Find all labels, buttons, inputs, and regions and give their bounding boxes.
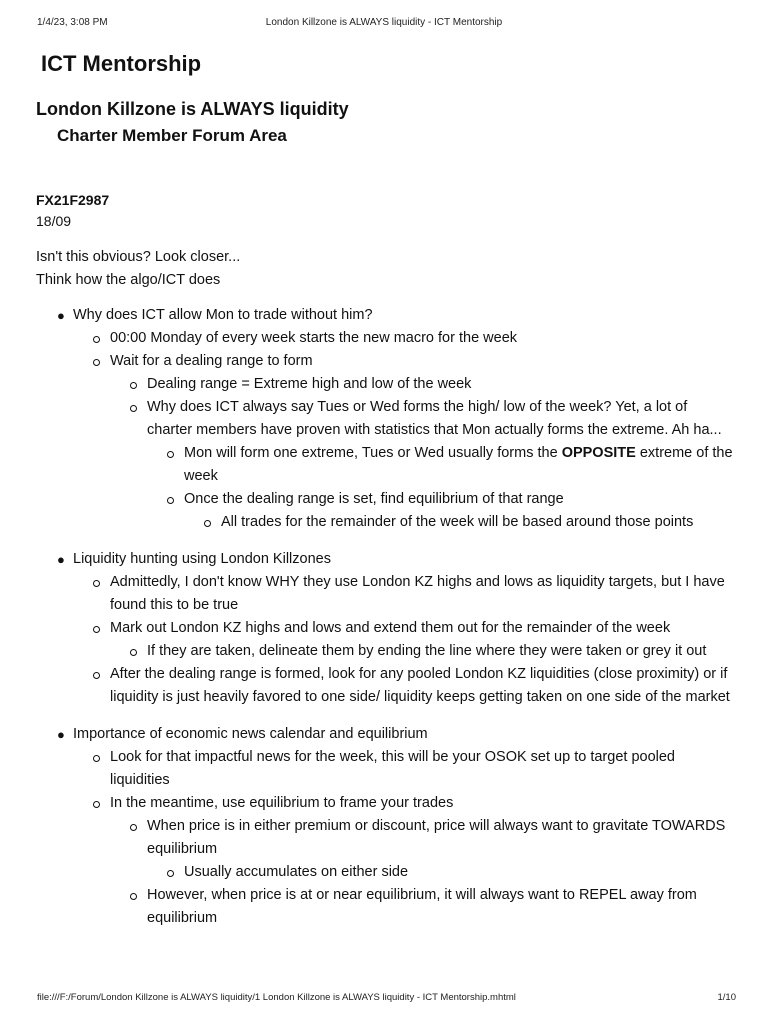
print-header bbox=[0, 17, 768, 31]
circle-bullet-icon bbox=[93, 626, 100, 633]
list-item bbox=[73, 663, 736, 709]
forum-name[interactable]: Charter Member Forum Area bbox=[57, 126, 287, 145]
post-body bbox=[36, 304, 736, 930]
print-page-title: London Killzone is ALWAYS liquidity - ICT Mentorship bbox=[265, 17, 503, 28]
list-item-text: Wait for a dealing range to form bbox=[110, 353, 313, 369]
list-item-text: After the dealing range is formed, look for any pooled London KZ liquidities (close proximity) or if liquidity is just heavily favored to one side/ liquidity keeps getting taken on one side of the market bbox=[110, 666, 730, 705]
circle-bullet-icon bbox=[93, 580, 100, 587]
list-item bbox=[110, 396, 736, 534]
list-item-text: When price is in either premium or discount, price will always want to gravitate TOWARDS equilibrium bbox=[147, 818, 726, 857]
page-number: 1/10 bbox=[717, 992, 736, 1003]
circle-bullet-icon bbox=[130, 382, 137, 389]
circle-bullet-icon bbox=[93, 801, 100, 808]
list-item-text: Mon will form one extreme, Tues or Wed usually forms the bbox=[184, 445, 562, 461]
bullet-icon: ● bbox=[57, 308, 65, 323]
list-item-text: Admittedly, I don't know WHY they use London KZ highs and lows as liquidity targets, but I have found this to be true bbox=[110, 574, 725, 613]
list-item-text: Mark out London KZ highs and lows and extend them out for the remainder of the week bbox=[110, 620, 671, 636]
list-item bbox=[184, 511, 736, 534]
list-item bbox=[36, 548, 736, 709]
circle-bullet-icon bbox=[93, 755, 100, 762]
intro-line: Think how the algo/ICT does bbox=[36, 272, 221, 288]
list-item bbox=[73, 327, 736, 350]
list-item bbox=[36, 723, 736, 930]
site-title: ICT Mentorship bbox=[41, 51, 202, 76]
list-item-text: Why does ICT always say Tues or Wed forms the high/ low of the week? Yet, a lot of charter members have proven with statistics that Mon actually forms the extreme. Ah ha... bbox=[147, 399, 722, 438]
list-item-text: Once the dealing range is set, find equilibrium of that range bbox=[184, 491, 564, 507]
list-item bbox=[73, 792, 736, 930]
circle-bullet-icon bbox=[204, 520, 211, 527]
post-date: 18/09 bbox=[36, 213, 72, 229]
list-item-text: If they are taken, delineate them by ending the line where they were taken or grey it out bbox=[147, 643, 707, 659]
list-item bbox=[73, 571, 736, 617]
list-item bbox=[147, 442, 736, 488]
thread-title: London Killzone is ALWAYS liquidity bbox=[36, 99, 349, 119]
list-item-text: 00:00 Monday of every week starts the new macro for the week bbox=[110, 330, 518, 346]
emphasis-text: OPPOSITE bbox=[561, 445, 636, 461]
print-file-url: file:///F:/Forum/London Killzone is ALWAYS liquidity/1 London Killzone is ALWAYS liquidity - ICT Mentorship.mhtml bbox=[37, 992, 516, 1003]
list-item-text: However, when price is at or near equilibrium, it will always want to REPEL away from equilibrium bbox=[147, 887, 697, 926]
print-footer bbox=[0, 992, 768, 1006]
list-item bbox=[110, 815, 736, 884]
list-item bbox=[110, 640, 736, 663]
section-title: Importance of economic news calendar and equilibrium bbox=[73, 726, 428, 742]
circle-bullet-icon bbox=[130, 824, 137, 831]
post-intro bbox=[36, 246, 736, 292]
list-item bbox=[73, 746, 736, 792]
circle-bullet-icon bbox=[130, 893, 137, 900]
print-timestamp: 1/4/23, 3:08 PM bbox=[37, 17, 108, 28]
circle-bullet-icon bbox=[130, 405, 137, 412]
circle-bullet-icon bbox=[167, 451, 174, 458]
list-item-text: All trades for the remainder of the week will be based around those points bbox=[221, 514, 694, 530]
list-item bbox=[73, 350, 736, 534]
post-author[interactable]: FX21F2987 bbox=[36, 192, 110, 208]
circle-bullet-icon bbox=[167, 497, 174, 504]
bullet-icon: ● bbox=[57, 552, 65, 567]
circle-bullet-icon bbox=[167, 870, 174, 877]
list-item-text: Look for that impactful news for the week, this will be your OSOK set up to target pooled liquidities bbox=[110, 749, 675, 788]
circle-bullet-icon bbox=[93, 359, 100, 366]
circle-bullet-icon bbox=[130, 649, 137, 656]
list-item-text: extreme of the week bbox=[184, 445, 733, 484]
circle-bullet-icon bbox=[93, 672, 100, 679]
list-item-text: Usually accumulates on either side bbox=[184, 864, 409, 880]
list-item bbox=[110, 373, 736, 396]
section-title: Liquidity hunting using London Killzones bbox=[73, 551, 331, 567]
list-item bbox=[147, 488, 736, 534]
list-item-text: In the meantime, use equilibrium to frame your trades bbox=[110, 795, 454, 811]
section-title: Why does ICT allow Mon to trade without him? bbox=[73, 307, 373, 323]
circle-bullet-icon bbox=[93, 336, 100, 343]
list-item bbox=[147, 861, 736, 884]
list-item bbox=[73, 617, 736, 663]
outline bbox=[36, 304, 736, 930]
list-item bbox=[110, 884, 736, 930]
list-item bbox=[36, 304, 736, 534]
bullet-icon: ● bbox=[57, 727, 65, 742]
intro-line: Isn't this obvious? Look closer... bbox=[36, 249, 241, 265]
list-item-text: Dealing range = Extreme high and low of the week bbox=[147, 376, 472, 392]
